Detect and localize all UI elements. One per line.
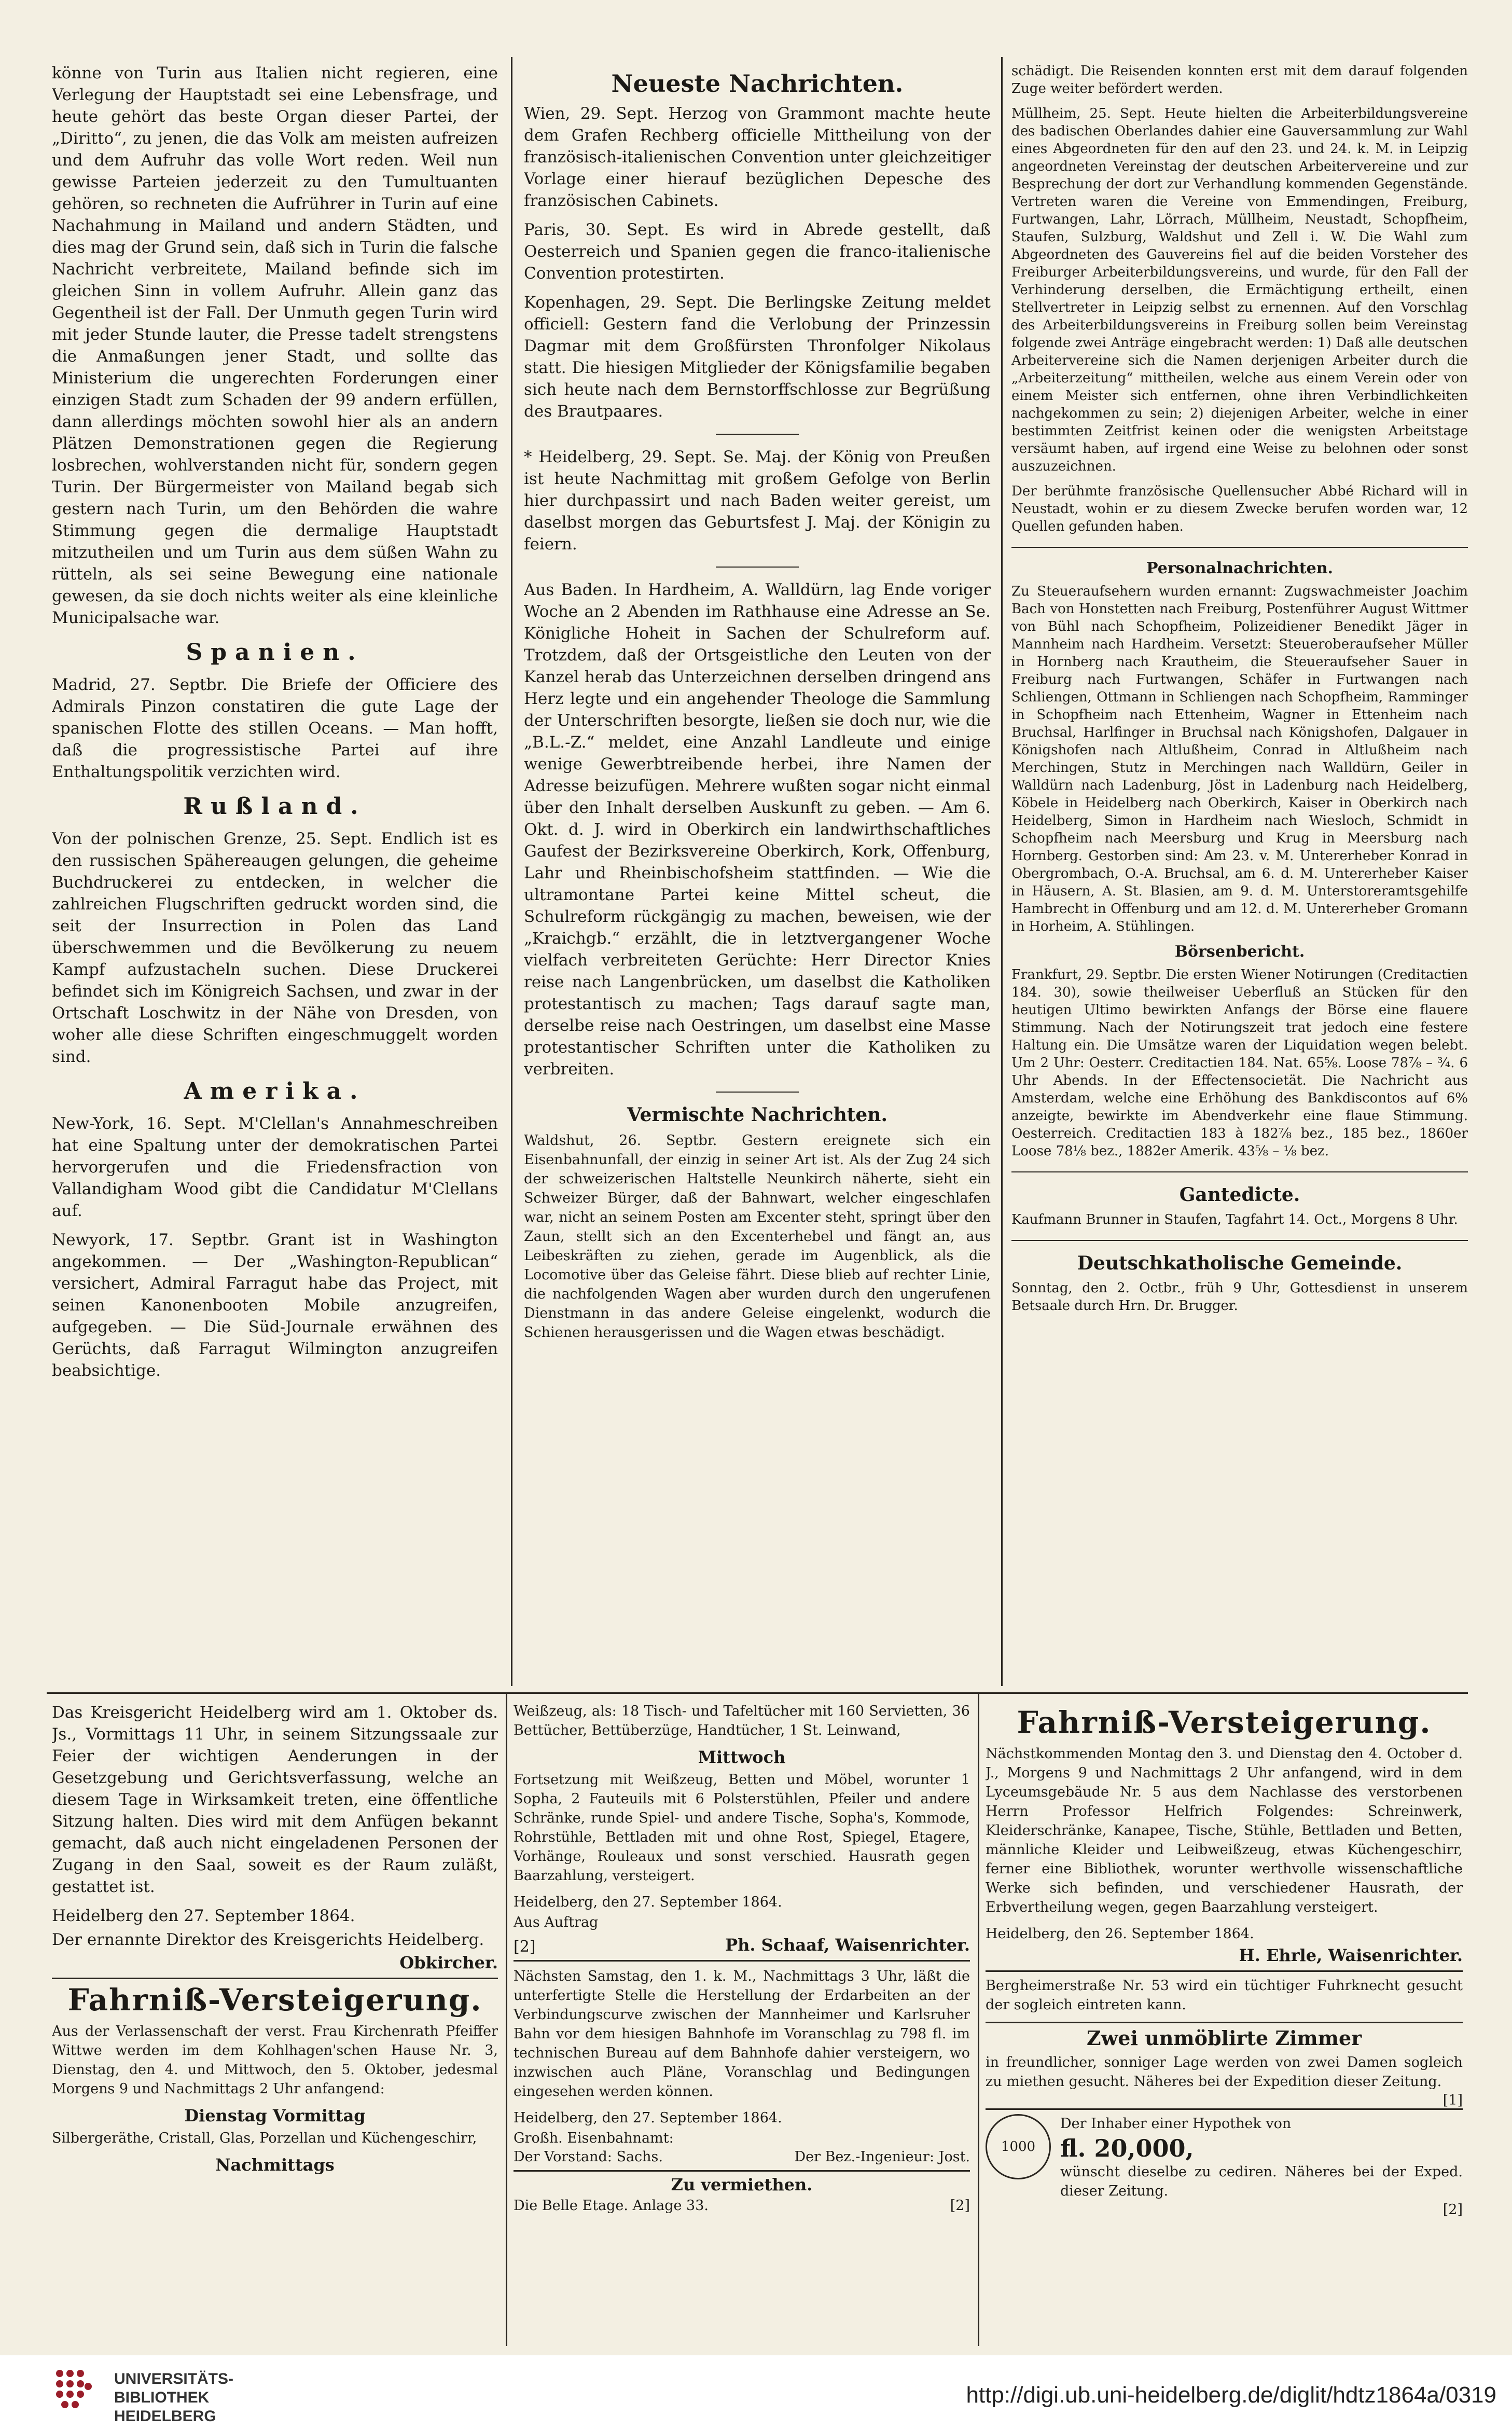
bahn-org: Großh. Eisenbahnamt: [514,2130,674,2146]
kreisgericht-role: Der ernannte Direktor des Kreisgerichts Heidelberg. [52,1930,484,1949]
ads-divider-2 [978,1692,979,2346]
hypothek-ad [986,2114,1463,2218]
section-divider [1011,1240,1468,1241]
ads-divider-1 [506,1692,507,2346]
hypothek-amount: fl. 20,000, [1060,2134,1194,2162]
source-url-link[interactable]: http://digi.ub.uni-heidelberg.de/diglit/hdtz1864a/0319 [966,2382,1496,2408]
ads-right-column [986,1702,1463,2345]
section-divider [716,1092,799,1093]
hypothek-num: [2] [1442,2202,1463,2218]
ad-divider [514,1960,970,1962]
gante-heading: Gantedicte. [1179,1184,1300,1206]
mid-ad-auftrag: Aus Auftrag [514,1914,599,1930]
kreisgericht-signature: Obkircher. [399,1953,498,1972]
stamp-icon [986,2114,1051,2179]
waldshut-continued: schädigt. Die Reisenden konnten erst mit dem darauf folgenden Zuge weiter befördert werden. [1011,63,1468,96]
bahn-sig-left: Der Vorstand: Sachs. [514,2149,663,2165]
neueste-nachrichten-heading: Neueste Nachrichten. [611,70,904,98]
fahrniss2-text: Nächstkommenden Montag den 3. und Dienstag den 4. October d. J., Morgens 9 und Nachmittags 2 Uhr anfangend, wird in dem Lyceumsgebäude Nr. 5 aus dem Nachlasse des verstorbenen Herrn Professor Helfrich Folgendes: Schreinwerk, Kleiderschränke, Kanapee, Tische, Stühle, Bettladen und Betten, männliche Kleider und Leibweißzeug, etwas Küchengeschirr, ferner eine Bibliothek, worunter werthvolle wissenschaftliche Werke sich befinden, und verschiedener Hausrath, der Erbvertheilung wegen, gegen Baarzahlung versteigert. [986,1746,1463,1915]
mid-ad-date: Heidelberg, den 27. September 1864. [514,1894,782,1910]
section-divider [1011,547,1468,548]
fahrniss1-text: Aus der Verlassenschaft der verst. Frau Kirchenrath Pfeiffer Wittwe werden im dem Kohlhagen'schen Hause Nr. 3, Dienstag, den 4. und Mittwoch, den 5. Oktober, jedesmal Morgens 9 und Nachmittags 2 Uhr anfangend: [52,2023,498,2097]
zimmer-num: [1] [1442,2092,1463,2108]
fuhrknecht-ad: Bergheimerstraße Nr. 53 wird ein tüchtiger Fuhrknecht gesucht der sogleich eintreten kann. [986,1978,1463,2013]
dk-article: Sonntag, den 2. Octbr., früh 9 Uhr, Gottesdienst in unserem Betsaale durch Hrn. Dr. Brugger. [1011,1280,1468,1314]
footer-bar [0,2355,1512,2430]
amerika-article-2: Newyork, 17. Septbr. Grant ist in Washington angekommen. — Der „Washington-Republican“ versichert, Admiral Farragut habe das Project, mit seinen Kanonenbooten Mobile anzugreifen, aufgegeben. — Die Süd-Journale erwähnen des Gerüchts, daß Farragut Wilmington anzugreifen beabsichtige. [52,1231,498,1380]
kreisgericht-date: Heidelberg den 27. September 1864. [52,1907,355,1925]
fahrniss1-sub1: Dienstag Vormittag [184,2106,366,2125]
wien-article: Wien, 29. Sept. Herzog von Grammont machte heute dem Grafen Rechberg officielle Mittheilung von der französisch-italienischen Convention unter gleichzeitiger Vorlage einer hierauf bezüglichen Depesche des französischen Cabinets. [524,104,991,210]
vermischte-heading: Vermischte Nachrichten. [627,1104,887,1126]
paris-article: Paris, 30. Sept. Es wird in Abrede gestellt, daß Oesterreich und Spanien gegen die franco-italienische Convention protestirten. [524,220,991,283]
richard-article: Der berühmte französische Quellensucher Abbé Richard will in Neustadt, wohin er zu diesem Zwecke berufen worden war, 12 Quellen gefunden haben. [1011,484,1468,534]
stamp-label: 1000 [1001,2139,1036,2155]
fahrniss1-items: Silbergeräthe, Cristall, Glas, Porzellan und Küchengeschirr, [52,2130,477,2146]
section-divider [1011,1171,1468,1172]
gante-article: Kaufmann Brunner in Staufen, Tagfahrt 14. Oct., Morgens 8 Uhr. [1011,1212,1458,1227]
boersen-heading: Börsenbericht. [1174,943,1305,961]
hypothek-num-row [1060,2202,1463,2218]
amerika-heading: Amerika. [184,1078,366,1104]
ad-divider [986,2022,1463,2023]
heidelberg-article: * Heidelberg, 29. Sept. Se. Maj. der König von Preußen ist heute Nachmittag mit großem Gefolge von Berlin hier durchpassirt und nach Baden weiter gereist, um daselbst morgen das Geburtsfest J. Maj. der Königin zu feiern. [524,448,991,554]
bahn-notice: Nächsten Samstag, den 1. k. M., Nachmittags 3 Uhr, läßt die unterfertigte Stelle die Herstellung der Erdarbeiten an der Verbindungscurve zwischen der Mannheimer und Karlsruher Bahn vor dem hiesigen Bahnhofe im Voranschlag zu 798 fl. im technischen Bureau auf dem Bahnhofe dahier versteigern, wo inzwischen auch Pläne, Voranschlag und Bedingungen eingesehen werden können. [514,1968,970,2100]
hypothek-body [1060,2114,1463,2218]
university-logo-icon [52,2366,99,2418]
mid-ad-text2: Fortsetzung mit Weißzeug, Betten und Möbel, worunter 1 Sopha, 2 Fauteuils mit 6 Polsterstühlen, Pfeiler und andere Schränke, runde Spiel- und andere Tische, Sopha's, Kommode, Rohrstühle, Bettladen mit und ohne Rost, Spiegel, Etagere, Vorhänge, Rouleaux und sonst verschied. Hausrath gegen Baarzahlung, versteigert. [514,1772,970,1884]
section-divider [716,434,799,435]
ads-left-column [52,1702,498,2345]
kopenhagen-article: Kopenhagen, 29. Sept. Die Berlingske Zeitung meldet officiell: Gestern fand die Verlobung der Prinzessin Dagmar mit dem Großfürsten Thronfolger Nikolaus statt. Die hiesigen Mitglieder der Königsfamilie begaben sich heute nach dem Bernstorffschlosse zur Begrüßung des Brautpaares. [524,293,991,421]
russland-article: Von der polnischen Grenze, 25. Sept. Endlich ist es den russischen Spähereaugen gelungen, die geheime Buchdruckerei zu entdecken, in welcher die zahlreichen Flugschriften gedruckt worden sind, die seit der Insurrection in Polen das Land überschwemmen und die Bevölkerung zu neuem Kampf aufzustacheln suchen. Diese Druckerei befindet sich im Königreich Sachsen, und zwar in der Ortschaft Loschwitz in der Nähe von Dresden, von woher alle diese Schriften eingeschmuggelt worden sind. [52,830,498,1066]
right-column [1011,62,1468,1686]
column-divider-2 [1001,57,1003,1686]
bahn-date: Heidelberg, den 27. September 1864. [514,2110,782,2126]
zimmer-heading: Zwei unmöblirte Zimmer [1086,2026,1362,2050]
fahrniss2-date: Heidelberg, den 26. September 1864. [986,1926,1254,1942]
bahn-sign-row [514,2149,970,2165]
university-logo-text [114,2370,233,2426]
dk-heading: Deutschkatholische Gemeinde. [1077,1252,1403,1274]
boersen-article: Frankfurt, 29. Septbr. Die ersten Wiener Notirungen (Creditactien 184. 30), sowie theilweiser Ueberfluß an Stücken für den heutigen Ultimo bewirkten Anfangs der Börse eine flauere Stimmung. Nach der Notirungszeit trat jedoch eine festere Haltung ein. Die Umsätze waren der Liquidation wegen belebt. Um 2 Uhr: Oesterr. Creditactien 184. Nat. 65⅝. Loose 78⅞ – ¾. 6 Uhr Abends. In der Effectensocietät. Die Nachricht aus Amsterdam, welche eine Erhöhung des Bankdiscontos auf 6% anzeigte, bewirkte im Abendverkehr eine flaue Stimmung. Oesterreich. Creditactien 183 à 182⅞ bez., 185 bez., 1860er Loose 78⅛ bez., 1882er Amerik. 43⅝ – ⅛ bez. [1011,967,1468,1159]
baden-article: Aus Baden. In Hardheim, A. Walldürn, lag Ende voriger Woche an 2 Abenden im Rathhause eine Adresse an Se. Königliche Hoheit in Sachen der Schulreform auf. Trotzdem, daß der Ortsgeistliche den Leuten von der Kanzel herab das Unterzeichnen derselben dringend ans Herz legte und ein angehender Theologe die Sammlung der Unterschriften besorgte, ließen sie doch nur, wie die „B.L.-Z.“ meldet, eine Anzahl Landleute und einige wenige Gewerbtreibende herbei, ihre Namen der Adresse beizufügen. Mehrere wußten sogar nicht einmal über den Inhalt derselben Auskunft zu geben. — Am 6. Okt. d. J. wird in Oberkirch ein landwirthschaftliches Gaufest der Bezirksvereine Oberkirch, Kork, Offenburg, Lahr und Rheinbischofsheim stattfinden. — Wie die ultramontane Partei keine Mittel scheut, die Schulreform rückgängig zu machen, beweisen, wie der „Kraichgb.“ erzählt, die in letztvergangener Woche vielfach verbreiteten Gerüchte: Herr Director Knies reise nach Langenbrücken, um daselbst die Katholiken protestantisch zu machen; Tags darauf sagte man, derselbe reise nach Oestringen, um daselbst eine Masse protestantischer Schriften unter die Katholiken zu verbreiten. [524,581,991,1079]
personal-article: Zu Steueraufsehern wurden ernannt: Zugswachmeister Joachim Bach von Honstetten nach Freiburg, Postenführer August Wittmer von Bühl nach Schopfheim, Polizeidiener Benedikt Jäger in Mannheim nach Hardheim. Versetzt: Steueroberaufseher Müller in Hornberg nach Krautheim, die Steueraufseher Sauer in Freiburg nach Furtwangen, Schäfer in Furtwangen nach Schliengen, Ottmann in Schliengen nach Schopfheim, Ramminger in Schopfheim nach Ettenheim, Wagner in Ettenheim nach Bruchsal, Harlfinger in Bruchsal nach Königshofen, Dalgauer in Königshofen nach Altlußheim, Conrad in Altlußheim nach Merchingen, Stutz in Merchingen nach Walldürn, Geiler in Walldürn nach Ladenburg, Jöst in Ladenburg nach Heidelberg, Köbele in Heidelberg nach Oberkirch, Kaiser in Oberkirch nach Heidelberg, Simon in Hardheim nach Wiesloch, Schmidt in Schopfheim nach Meersburg und Krug in Meersburg nach Hornberg. Gestorben sind: Am 23. v. M. Untererheber Konrad in Obergrombach, O.-A. Bruchsal, am 6. d. M. Untererheber Kaiser in Häusern, A. St. Blasien, am 9. d. M. Unterstoreramtsgehilfe Hambrecht in Offenburg und am 12. d. M. Untererheber Gromann in Horheim, A. Stühlingen. [1011,584,1468,934]
ads-top-rule [47,1692,1468,1694]
mid-ad-sign-row [514,1933,970,1960]
vermiethen-text: Die Belle Etage. Anlage 33. [514,2198,709,2214]
hypothek-text-1: Der Inhaber einer Hypothek von [1060,2116,1292,2132]
logo-line-1: UNIVERSITÄTS- [114,2370,234,2387]
fahrniss2-signature: H. Ehrle, Waisenrichter. [1239,1945,1463,1965]
middle-column [524,62,991,1686]
fahrniss2-title: Fahrniß-Versteigerung. [1017,1705,1432,1740]
vermiethen-num: [2] [950,2198,970,2214]
vermiethen-row [514,2198,970,2214]
personal-heading: Personalnachrichten. [1146,559,1333,577]
vermiethen-heading: Zu vermiethen. [671,2175,813,2194]
spanien-heading: Spanien. [186,639,364,666]
ad-divider [514,2170,970,2172]
mid-ad-text: Weißzeug, als: 18 Tisch- und Tafeltücher mit 160 Servietten, 36 Bettücher, Bettüberzüge, Handtücher, 1 St. Leinwand, [514,1703,970,1738]
spanien-article: Madrid, 27. Septbr. Die Briefe der Officiere des Admirals Pinzon constatiren die gute Lage der spanischen Flotte des stillen Oceans. — Man hofft, daß die progressistische Partei auf ihre Enthaltungspolitik verzichten wird. [52,675,498,781]
ads-middle-column [514,1702,970,2345]
waldshut-article: Waldshut, 26. Septbr. Gestern ereignete sich ein Eisenbahnunfall, der einzig in seiner Art ist. Als der Zug 24 sich der schweizerischen Haltstelle Neunkirch näherte, sieht ein Schweizer Bürger, daß der Bahnwart, welcher eingeschlafen war, nicht an seinem Posten am Excenter steht, springt über den Zaun, stellt sich an den Excenterhebel und fängt an, aus Leibeskräften zu ziehen, gerade im Augenblick, als die Locomotive über das Geleise fährt. Diese blieb auf rechter Linie, die nachfolgenden Wagen aber wurden durch den ungerufenen Dienstmann in das andere Geleise eingelenkt, wodurch die Schienen herausgerissen und die Wagen etwas beschädigt. [524,1133,991,1341]
ad-divider [986,1970,1463,1972]
section-divider [716,567,799,568]
hypothek-text-2: wünscht dieselbe zu cediren. Näheres bei der Exped. dieser Zeitung. [1060,2164,1463,2199]
zimmer-num-row [986,2092,1463,2108]
fahrniss1-sub2: Nachmittags [215,2155,335,2175]
ad-divider [986,2108,1463,2110]
mid-ad-num: [2] [514,1937,536,1956]
ad-divider [52,1978,498,1979]
zimmer-text: in freundlicher, sonniger Lage werden von zwei Damen sogleich zu miethen gesucht. Näheres bei der Expedition dieser Zeitung. [986,2054,1463,2090]
fahrniss1-title: Fahrniß-Versteigerung. [67,1982,482,2018]
column-divider-1 [511,57,512,1686]
bahn-sig-right: Der Bez.-Ingenieur: Jost. [794,2149,970,2165]
logo-line-2: BIBLIOTHEK [114,2389,210,2406]
mid-ad-signature: Ph. Schaaf, Waisenrichter. [725,1935,970,1955]
amerika-article-1: New-York, 16. Sept. M'Clellan's Annahmeschreiben hat eine Spaltung unter der demokratischen Partei hervorgerufen und die Friedensfraction von Vallandigham Wood gibt die Candidatur M'Clellans auf. [52,1114,498,1220]
russland-heading: Rußland. [183,793,367,820]
kreisgericht-notice: Das Kreisgericht Heidelberg wird am 1. Oktober ds. Js., Vormittags 11 Uhr, in seinem Sitzungssaale zur Feier der wichtigen Aenderungen in der Gesetzgebung und Gerichtsverfassung, welche an diesem Tage in Wirksamkeit treten, eine öffentliche Sitzung halten. Dies wird mit dem Anfügen bekannt gemacht, daß auch nicht eingeladenen Personen der Zugang in den Saal, soweit es der Raum zuläßt, gestattet ist. [52,1703,498,1896]
italy-article: könne von Turin aus Italien nicht regieren, eine Verlegung der Hauptstadt sei eine Lebensfrage, und heute gehört das beste Organ dieser Partei, der „Diritto“, zu jenen, die das Volk am meisten aufreizen und dem Aufruhr das volle Wort reden. Weil nun gewisse Parteien jederzeit zu den Tumultuanten gehören, so rechneten die Aufrührer in Turin auf eine Nachahmung in Mailand und andern Städten, und dies mag der Grund sein, daß sich in Turin die falsche Nachricht verbreitete, Mailand befinde sich im gleichen Sinn in vollem Aufruhr. Allein ganz das Gegentheil ist der Fall. Der Unmuth gegen Turin wird mit jeder Stunde lauter, die Presse tadelt strengstens die Anmaßungen jener Stadt, und sollte das Ministerium die ungerechten Forderungen einer einzigen Stadt zum Schaden der 99 andern erfüllen, dann allerdings möchten sowohl hier als an andern Plätzen Demonstrationen gegen die Regierung losbrechen, wohlverstanden nicht für, sondern gegen Turin. Der Bürgermeister von Mailand begab sich gestern nach Turin, um den Behörden die wahre Stimmung gegen die dermalige Hauptstadt mitzutheilen und um Turin aus dem süßen Wahn zu rütteln, als sei seine Bewegung eine nationale gewesen, da sie doch nichts weiter als eine kleinliche Municipalsache war. [52,64,498,627]
mid-ad-sub: Mittwoch [698,1747,786,1767]
left-column [52,62,498,1686]
muellheim-article: Müllheim, 25. Sept. Heute hielten die Arbeiterbildungsvereine des badischen Oberlandes dahier eine Gauversammlung zur Wahl eines Abgeordneten für den auf den 23. und 24. k. M. in Leipzig angeordneten Vereinstag der deutschen Arbeitervereine und zur Besprechung der dort zur Verhandlung kommenden Gegenstände. Vertreten waren die Vereine von Emmendingen, Freiburg, Furtwangen, Lahr, Lörrach, Müllheim, Neustadt, Schopfheim, Staufen, Sulzburg, Waldshut und Zell i. W. Die Wahl zum Abgeordneten des Gauvereins fiel auf die beiden Vorsteher des Freiburger Arbeiterbildungsvereins, und wurde, für den Fall der Verhinderung derselben, die Ermächtigung ertheilt, einen Stellvertreter in Leipzig selbst zu ernennen. Auf den Vorschlag des Arbeiterbildungsvereins in Freiburg sollen beim Vereinstag folgende zwei Anträge eingebracht werden: 1) Daß alle deutschen Arbeitervereine sich die Namen derjenigen Arbeiter durch die „Arbeiterzeitung“ mittheilen, welche aus einem Verein oder von einem Meister sich entfernen, ohne ihren Verbindlichkeiten nachgekommen zu sein; 2) diejenigen Arbeiter, welche in einer bestimmten Zeitfrist keinen oder die wenigsten Arbeitstage versäumt haben, auf irgend eine Weise zu belohnen oder sonst auszuzeichnen. [1011,106,1468,474]
logo-line-3: HEIDELBERG [114,2408,216,2425]
